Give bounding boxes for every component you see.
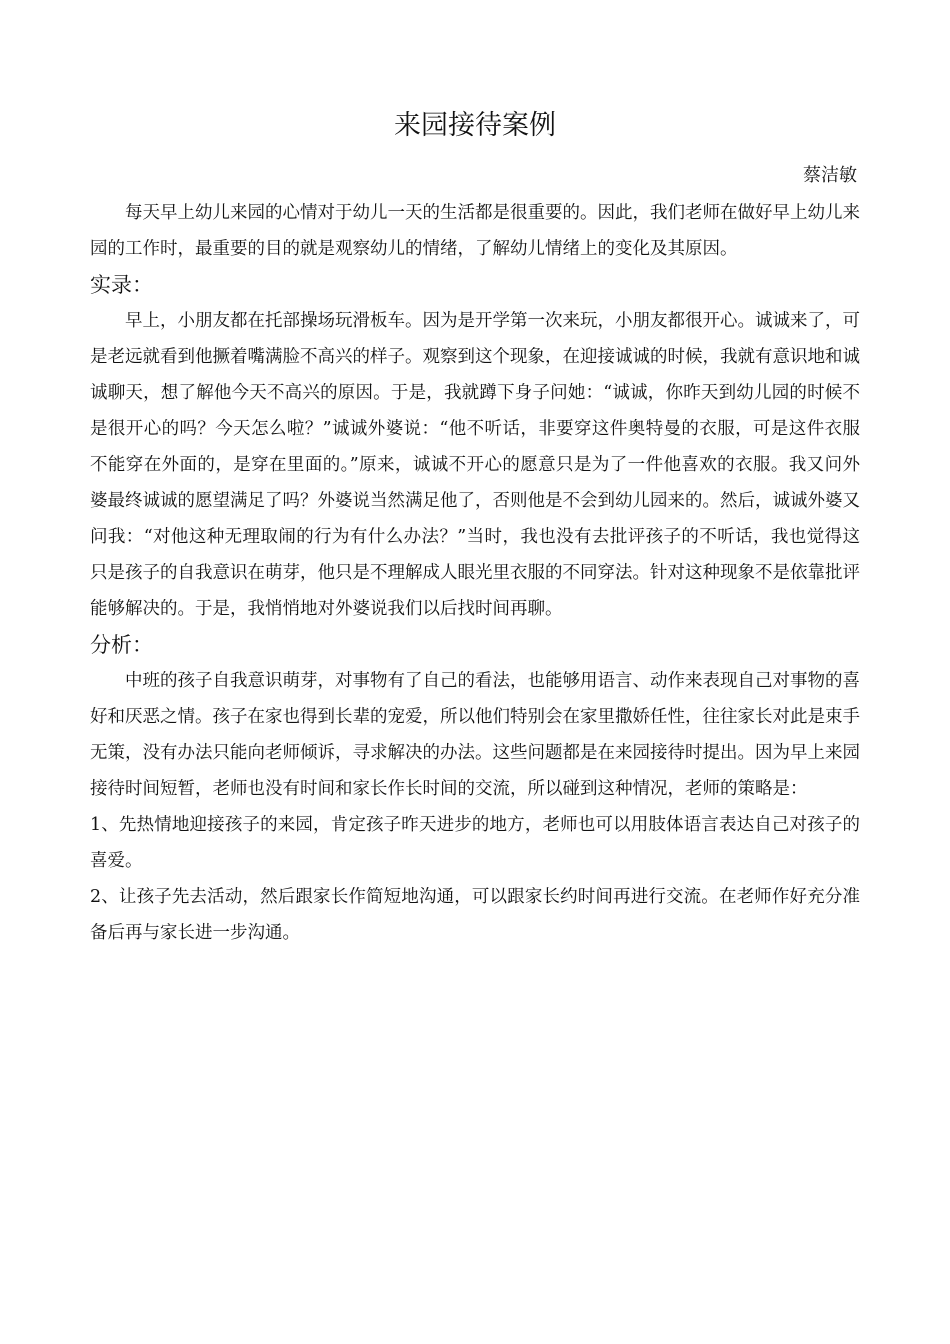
document-title: 来园接待案例 (394, 110, 556, 141)
author-name: 蔡洁敏 (803, 165, 857, 186)
analysis-heading: 分析： (90, 633, 153, 657)
intro-paragraph: 每天早上幼儿来园的心情对于幼儿一天的生活都是很重要的。因此，我们老师在做好早上幼儿来园的工作时，最重要的目的就是观察幼儿的情绪，了解幼儿情绪上的变化及其原因。 (90, 203, 860, 259)
analysis-paragraph: 中班的孩子自我意识萌芽，对事物有了自己的看法，也能够用语言、动作来表现自己对事物的喜好和厌恶之情。孩子在家也得到长辈的宠爱，所以他们特别会在家里撒娇任性，往往家长对此是束手无策，没有办法只能向老师倾诉，寻求解决的办法。这些问题都是在来园接待时提出。因为早上来园接待时间短暂，老师也没有时间和家长作长时间的交流，所以碰到这种情况，老师的策略是： (90, 671, 860, 799)
record-paragraph: 早上，小朋友都在托部操场玩滑板车。因为是开学第一次来玩，小朋友都很开心。诚诚来了，可是老远就看到他撅着嘴满脸不高兴的样子。观察到这个现象，在迎接诚诚的时候，我就有意识地和诚诚聊天，想了解他今天不高兴的原因。于是，我就蹲下身子问她：“诚诚，你昨天到幼儿园的时候不是很开心的吗？今天怎么啦？”诚诚外婆说：“他不听话，非要穿这件奥特曼的衣服，可是这件衣服不能穿在外面的，是穿在里面的。”原来，诚诚不开心的愿意只是为了一件他喜欢的衣服。我又问外婆最终诚诚的愿望满足了吗？外婆说当然满足他了，否则他是不会到幼儿园来的。然后，诚诚外婆又问我：“对他这种无理取闹的行为有什么办法？”当时，我也没有去批评孩子的不听话，我也觉得这只是孩子的自我意识在萌芽，他只是不理解成人眼光里衣服的不同穿法。针对这种现象不是依靠批评能够解决的。于是，我悄悄地对外婆说我们以后找时间再聊。 (90, 311, 860, 619)
strategy-item-2: 2、让孩子先去活动，然后跟家长作简短地沟通，可以跟家长约时间再进行交流。在老师作好充分准备后再与家长进一步沟通。 (90, 887, 860, 943)
document-body (90, 195, 860, 951)
strategy-item-1: 1、先热情地迎接孩子的来园，肯定孩子昨天进步的地方，老师也可以用肢体语言表达自己对孩子的喜爱。 (90, 815, 860, 871)
record-heading: 实录： (90, 273, 153, 297)
